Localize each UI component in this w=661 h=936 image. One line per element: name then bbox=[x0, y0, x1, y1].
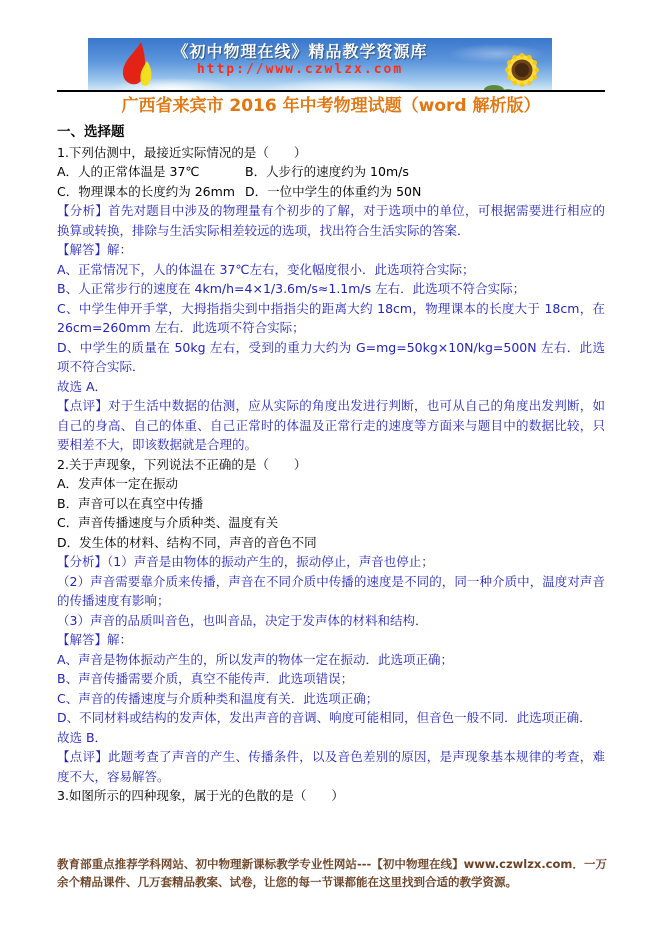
q2-stem: 2.关于声现象，下列说法不正确的是（ ） bbox=[57, 456, 307, 472]
q2-option-b: B．声音可以在真空中传播 bbox=[57, 495, 204, 511]
q2-option-d: D．发生体的材料、结构不同，声音的音色不同 bbox=[57, 534, 317, 550]
q2-answer-d: D、不同材料或结构的发声体，发出声音的音调、响度可能相同，但音色一般不同．此选项正确． bbox=[57, 710, 592, 725]
q2-analysis-3: （3）声音的品质叫音色，也叫音品，决定于发声体的材料和结构． bbox=[57, 612, 428, 628]
q2-option-a: A．发声体一定在振动 bbox=[57, 476, 179, 491]
q1-stem: 1.下列估测中，最接近实际情况的是（ ） bbox=[57, 144, 307, 160]
q1-analysis: 【分析】首先对题目中涉及的物理量有个初步的了解，对于选项中的单位，可根据需要进行相应的换算或转换，排除与生活实际相差较远的选项，找出符合生活实际的答案． bbox=[57, 203, 605, 238]
banner-site-title: 《初中物理在线》精品教学资源库 bbox=[172, 42, 428, 61]
q2-answer-label: 【解答】解： bbox=[57, 632, 133, 647]
site-banner bbox=[88, 38, 552, 90]
q2-option-c: C．声音传播速度与介质种类、温度有关 bbox=[57, 515, 279, 530]
q1-conclusion: 故选 A． bbox=[57, 378, 108, 394]
q2-answer-c: C、声音的传播速度与介质种类和温度有关．此选项正确； bbox=[57, 690, 379, 706]
q1-answer-label: 【解答】解： bbox=[57, 242, 133, 257]
header-divider bbox=[57, 90, 605, 92]
q1-option-b: B．人步行的速度约为 10m/s bbox=[245, 164, 409, 179]
page-footer: 教育部重点推荐学科网站、初中物理新课标教学专业性网站---【初中物理在线】www.czwlzx.com．一万余个精品课件、几万套精品教案、试卷，让您的每一节课都能在这里找到合适的教学资源。 bbox=[57, 857, 607, 889]
q1-options-row-cd bbox=[57, 182, 605, 202]
q1-option-c: C．物理课本的长度约为 26mm bbox=[57, 183, 235, 199]
q1-answer-b: B、人正常步行的速度在 4km/h=4×1/3.6m/s≈1.1m/s 左右．此选项不符合实际； bbox=[57, 281, 526, 296]
q1-options-row-ab bbox=[57, 162, 605, 182]
q1-comment: 【点评】对于生活中数据的估测，应从实际的角度出发进行判断，也可从自己的角度出发判断，如自己的身高、自己的体重、自己正常时的体温及正常行走的速度等方面来与题目中的数据比较，只要相差不大，即该数据就是合理的。 bbox=[57, 398, 605, 452]
q2-analysis-2: （2）声音需要靠介质来传播，声音在不同介质中传播的速度是不同的，同一种介质中，温度对声音的传播速度有影响； bbox=[57, 573, 605, 608]
document-body bbox=[57, 123, 605, 806]
q1-answer-d: D、中学生的质量在 50kg 左右，受到的重力大约为 G=mg=50kg×10N/kg=500N 左右．此选项不符合实际． bbox=[57, 339, 605, 374]
section-heading: 一、选择题 bbox=[57, 124, 125, 140]
q3-stem: 3.如图所示的四种现象，属于光的色散的是（ ） bbox=[57, 788, 344, 803]
banner-site-url-link[interactable]: http://www.czwlzx.com bbox=[196, 62, 404, 77]
q2-conclusion: 故选 B． bbox=[57, 729, 108, 745]
q1-answer-c: C、中学生伸开手掌，大拇指指尖到中指指尖的距离大约 18cm，物理课本的长度大于 18cm，在 26cm=260mm 左右．此选项不符合实际； bbox=[57, 300, 605, 335]
q1-option-a: A．人的正常体温是 37℃ bbox=[57, 164, 200, 179]
q2-answer-a: A、声音是物体振动产生的，所以发声的物体一定在振动．此选项正确； bbox=[57, 651, 454, 667]
q1-option-d: D．一位中学生的体重约为 50N bbox=[245, 183, 422, 199]
q2-analysis-1: 【分析】（1）声音是由物体的振动产生的，振动停止，声音也停止； bbox=[57, 554, 434, 569]
q2-comment: 【点评】此题考查了声音的产生、传播条件，以及音色差别的原因，是声现象基本规律的考查，难度不大，容易解答。 bbox=[57, 749, 605, 784]
sunflower-icon bbox=[482, 38, 552, 90]
page-title: 广西省来宾市 2016 年中考物理试题（word 解析版） bbox=[121, 96, 541, 116]
q2-answer-b: B、声音传播需要介质，真空不能传声．此选项错误； bbox=[57, 671, 354, 686]
q1-answer-a: A、正常情况下，人的体温在 37℃左右，变化幅度很小．此选项符合实际； bbox=[57, 261, 475, 277]
